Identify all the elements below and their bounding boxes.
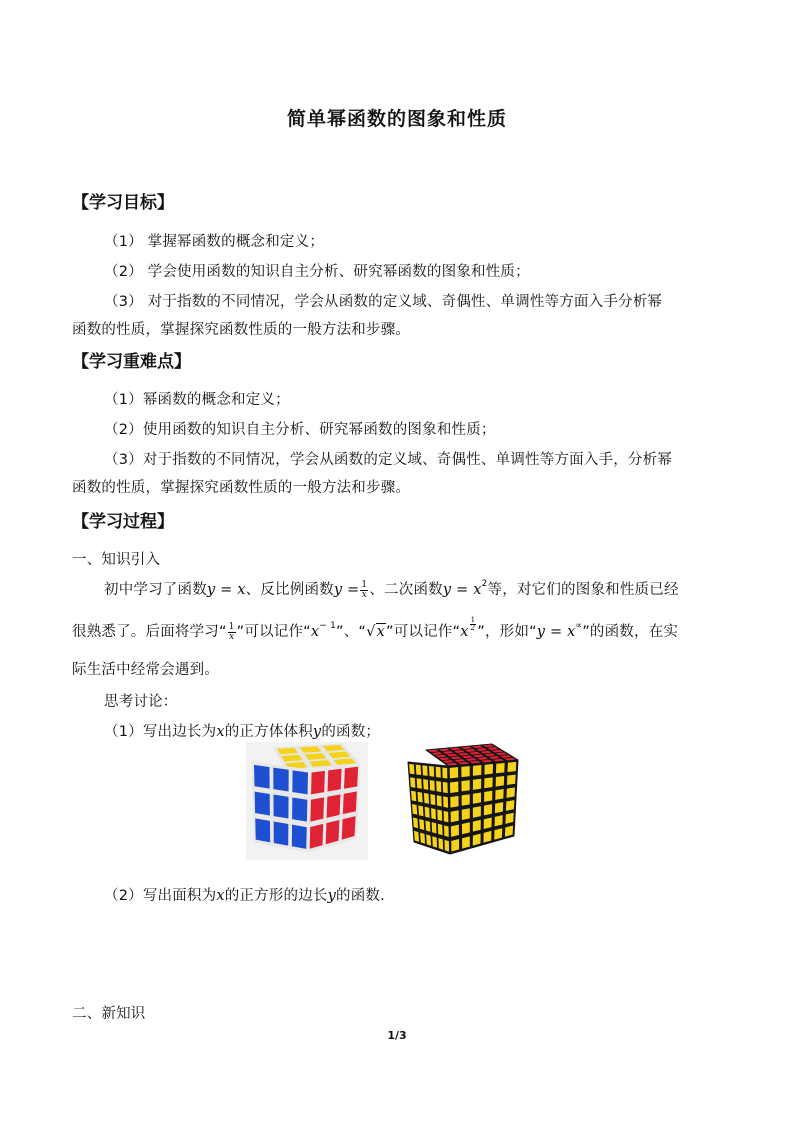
goal-item-3: （3） 对于指数的不同情况，学会从函数的定义域、奇偶性、单调性等方面入手分析幂 (104, 294, 663, 310)
question-1: （1）写出边长为x的正方体体积y的函数； (104, 724, 381, 740)
keypoint-item-3: （3）对于指数的不同情况，学会从函数的定义域、奇偶性、单调性等方面入手，分析幂 (104, 452, 673, 468)
intro-line-3: 际生活中经常会遇到。 (72, 662, 219, 678)
keypoint-item-1: （1）幂函数的概念和定义； (104, 392, 290, 408)
page-title: 简单幂函数的图象和性质 (286, 108, 507, 130)
fraction-one-over-x-2: $\frac{1}{x}$ (228, 621, 235, 642)
keypoint-item-2: （2）使用函数的知识自主分析、研究幂函数的图象和性质； (104, 422, 496, 438)
discussion-label: 思考讨论： (104, 694, 178, 710)
fraction-one-over-x: $\frac{1}{x}$ (361, 579, 368, 600)
fraction-one-half: 1 2 (470, 615, 476, 632)
section-heading-goals: 【学习目标】 (72, 193, 174, 213)
rubiks-cube-3x3-image (246, 742, 368, 860)
page-number: 1/3 (387, 1029, 407, 1042)
goal-item-1: （1） 掌握幂函数的概念和定义； (104, 234, 325, 250)
subsection-intro: 一、知识引入 (72, 552, 161, 568)
subsection-new-knowledge: 二、新知识 (72, 1006, 146, 1022)
goal-item-3-cont: 函数的性质，掌握探究函数性质的一般方法和步骤。 (72, 322, 411, 338)
rubiks-cube-6x6-image (404, 742, 522, 860)
intro-line-2: 很熟悉了。后面将学习“ $\frac{1}{x}$ ”可以记作“$x^{- 1}$”、“√x”可以记作“x $^{\frac{1}{2}}$ ”，形如“y = x∝”的函数，在实 (72, 615, 679, 642)
question-2: （2）写出面积为x的正方形的边长y的函数. (104, 888, 385, 904)
intro-line-1: 初中学习了函数y = x、反比例函数y = $\frac{1}{x}$ 、二次函数$y = x^2$等，对它们的图象和性质已经 (104, 579, 679, 600)
section-heading-keypoints: 【学习重难点】 (72, 352, 191, 372)
section-heading-process: 【学习过程】 (72, 512, 174, 532)
keypoint-item-3-cont: 函数的性质，掌握探究函数性质的一般方法和步骤。 (72, 480, 411, 496)
goal-item-2: （2） 学会使用函数的知识自主分析、研究幂函数的图象和性质； (104, 264, 530, 280)
sqrt-x: √x (366, 624, 385, 640)
